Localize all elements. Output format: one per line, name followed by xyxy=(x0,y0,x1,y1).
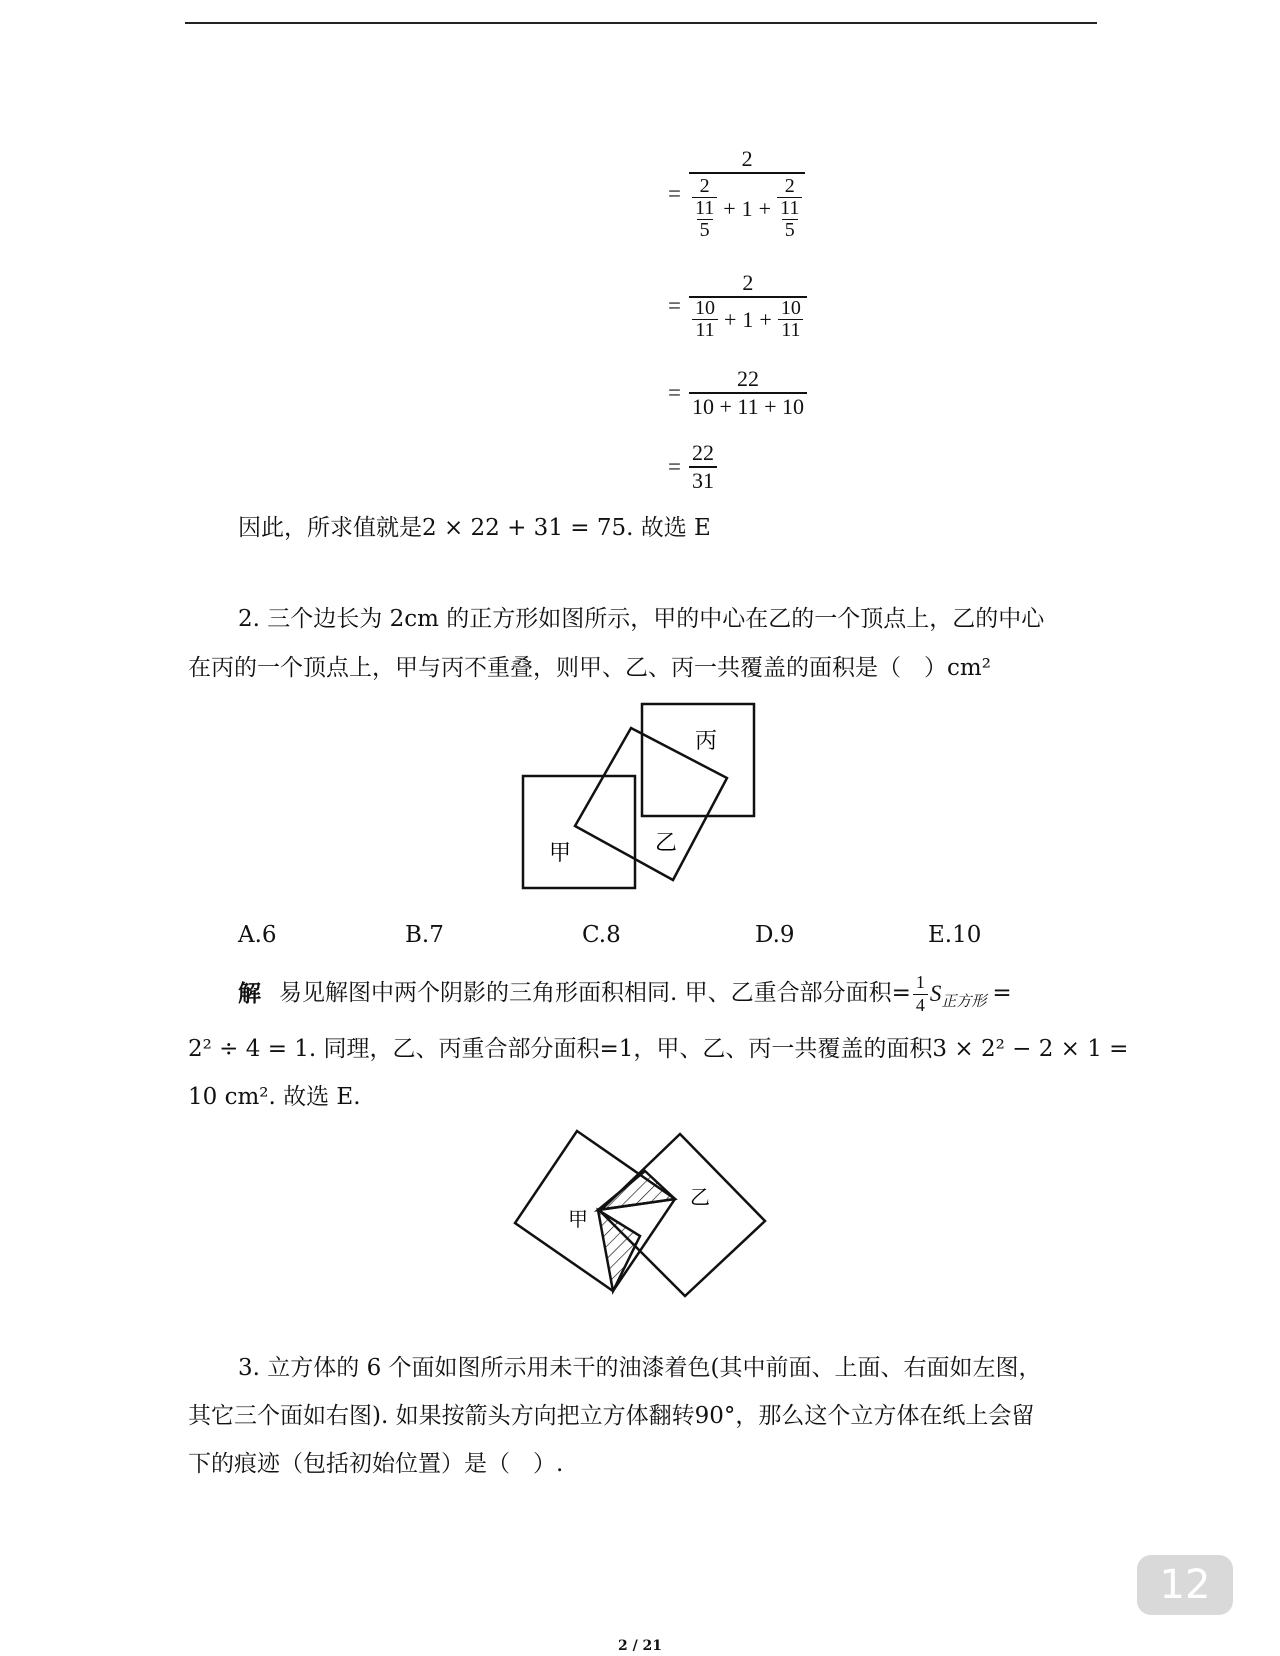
q2-figure-squares xyxy=(515,700,765,895)
q3-line-2: 其它三个面如右图). 如果按箭头方向把立方体翻转90°，那么这个立方体在纸上会留 xyxy=(188,1403,1035,1429)
equals-sign: = xyxy=(668,180,681,206)
main-fraction xyxy=(689,270,807,341)
denominator xyxy=(689,296,807,341)
solution-label: 解 xyxy=(238,980,261,1008)
q2-solution-figure xyxy=(510,1126,770,1301)
numerator: 1 xyxy=(915,972,925,992)
page-footer: 2 / 21 xyxy=(617,1638,663,1654)
q2-solution-line-1 xyxy=(238,972,1012,1016)
q2-line-2: 在丙的一个顶点上，甲与丙不重叠，则甲、乙、丙一共覆盖的面积是（ ）cm² xyxy=(188,655,991,681)
area-subscript: 正方形 xyxy=(941,992,987,1011)
square-jia xyxy=(523,776,635,888)
num-ten: 10 xyxy=(780,297,801,319)
label-bing: 丙 xyxy=(695,729,718,754)
numerator: 2 xyxy=(741,146,753,171)
compound-fraction xyxy=(777,176,802,241)
quarter-fraction xyxy=(913,972,928,1016)
equals-sign: = xyxy=(668,292,681,318)
option-a: A.6 xyxy=(238,922,277,948)
main-fraction xyxy=(689,366,807,420)
option-c: C.8 xyxy=(582,922,621,948)
fraction xyxy=(778,298,804,341)
equation-line-2 xyxy=(668,270,807,341)
den-five: 5 xyxy=(782,219,798,241)
equals: = xyxy=(992,980,1012,1007)
numerator: 2 xyxy=(742,270,754,295)
den-eleven: 11 xyxy=(692,319,717,341)
num-ten: 10 xyxy=(694,297,715,319)
label-yi: 乙 xyxy=(690,1185,710,1209)
option-d: D.9 xyxy=(755,922,795,948)
denominator: 31 xyxy=(689,466,717,494)
equation-line-1 xyxy=(668,146,805,241)
den-eleven: 11 xyxy=(777,197,802,219)
one: 1 xyxy=(741,195,753,221)
den-five: 5 xyxy=(697,219,713,241)
q3-line-1: 3. 立方体的 6 个面如图所示用未干的油漆着色(其中前面、上面、右面如左图， xyxy=(238,1355,1042,1381)
q2-line-1: 2. 三个边长为 2cm 的正方形如图所示，甲的中心在乙的一个顶点上，乙的中心 xyxy=(238,606,1045,632)
solution-text: 易见解图中两个阴影的三角形面积相同. 甲、乙重合部分面积= xyxy=(279,980,911,1007)
main-fraction xyxy=(689,146,805,241)
fraction xyxy=(692,298,718,341)
denominator: 10 + 11 + 10 xyxy=(689,392,807,420)
q2-solution-line-3: 10 cm². 故选 E. xyxy=(188,1084,361,1110)
num-two: 2 xyxy=(784,175,795,197)
label-yi: 乙 xyxy=(655,831,678,856)
label-jia: 甲 xyxy=(568,1207,588,1231)
equation-line-4 xyxy=(668,440,717,494)
equals-sign: = xyxy=(668,454,681,479)
den-eleven: 11 xyxy=(778,319,803,341)
num-two: 2 xyxy=(699,175,710,197)
area-symbol: S xyxy=(929,981,942,1007)
option-b: B.7 xyxy=(405,922,444,948)
label-jia: 甲 xyxy=(549,841,572,866)
den-eleven: 11 xyxy=(692,197,717,219)
square-bing xyxy=(642,704,754,816)
q1-conclusion: 因此，所求值就是2 × 22 + 31 = 75. 故选 E xyxy=(238,515,711,541)
q2-solution-line-2: 2² ÷ 4 = 1. 同理，乙、丙重合部分面积=1，甲、乙、丙一共覆盖的面积3 × 2² − 2 × 1 = xyxy=(188,1036,1129,1062)
one: 1 xyxy=(742,306,754,332)
numerator: 22 xyxy=(691,440,714,465)
q3-line-3: 下的痕迹（包括初始位置）是（ ）. xyxy=(188,1451,564,1477)
equation-line-3 xyxy=(668,366,807,420)
denominator xyxy=(689,172,805,241)
numerator: 22 xyxy=(736,366,759,391)
denominator: 4 xyxy=(913,994,928,1017)
shaded-triangle-bottom xyxy=(598,1210,640,1291)
plus-sign: + xyxy=(723,306,737,332)
equals-sign: = xyxy=(668,380,681,405)
page-number-badge: 12 xyxy=(1137,1555,1233,1615)
plus-sign: + xyxy=(759,306,772,332)
plus-sign: + xyxy=(723,195,736,221)
compound-fraction xyxy=(692,176,717,241)
header-rule xyxy=(185,22,1097,24)
plus-sign: + xyxy=(758,195,772,221)
option-e: E.10 xyxy=(928,922,982,948)
result-fraction xyxy=(689,440,717,494)
